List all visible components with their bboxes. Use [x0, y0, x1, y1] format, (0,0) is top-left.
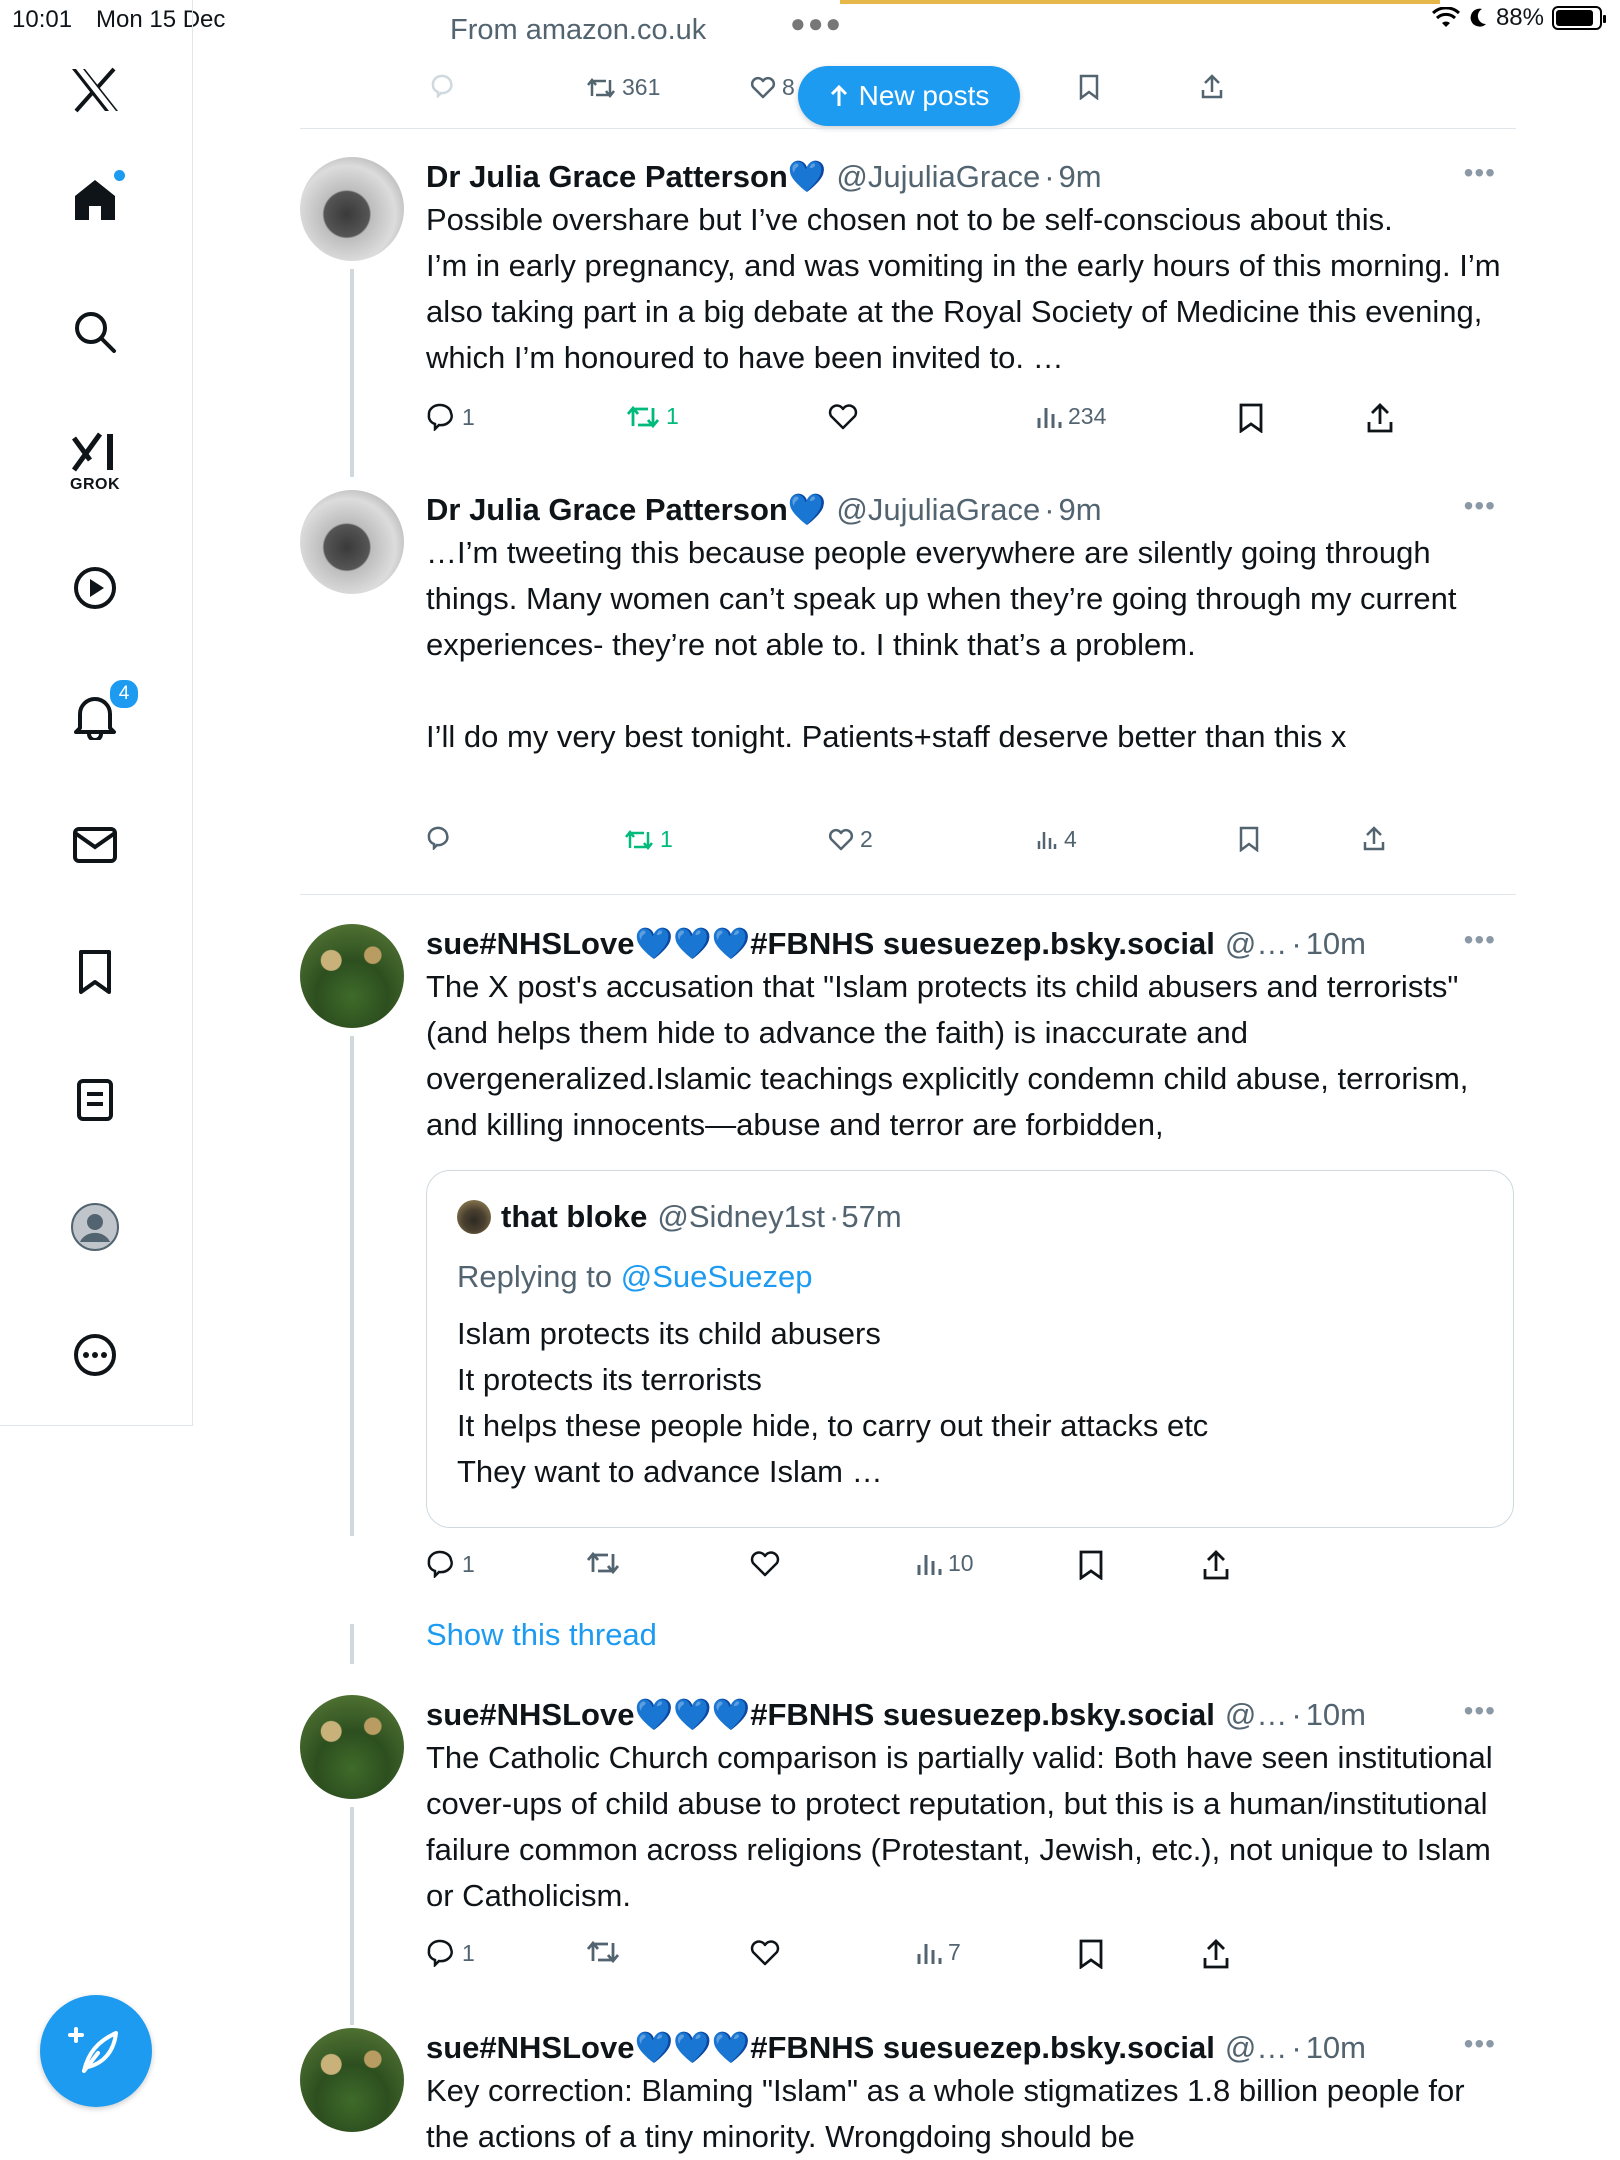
retweet-icon: [626, 404, 660, 430]
moon-icon: [1468, 7, 1488, 29]
quote-author-handle[interactable]: @Sidney1st: [657, 1199, 826, 1234]
views-icon: [916, 1940, 942, 1966]
tweet[interactable]: [300, 2028, 1516, 2160]
quote-author-name[interactable]: that bloke: [501, 1199, 648, 1234]
thread-line: [350, 1807, 354, 2025]
tweet-actions: [426, 1550, 1286, 1582]
author-name[interactable]: sue#NHSLove💙💙💙#FBNHS suesuezep.bsky.social: [426, 2030, 1215, 2065]
avatar[interactable]: [300, 2028, 404, 2132]
author-handle[interactable]: @…: [1224, 1697, 1288, 1732]
reply-count: 1: [462, 1550, 475, 1577]
home-unread-dot: [114, 170, 125, 181]
heart-icon: [750, 76, 776, 100]
avatar[interactable]: [300, 924, 404, 1028]
views-button[interactable]: [916, 1550, 974, 1577]
like-button[interactable]: [828, 403, 864, 431]
status-date: Mon 15 Dec: [96, 6, 226, 33]
reply-button[interactable]: [430, 74, 456, 98]
lists-icon[interactable]: [75, 1077, 115, 1123]
tweet-time[interactable]: 9m: [1058, 492, 1102, 527]
avatar[interactable]: [300, 157, 404, 261]
separator-dot: ·: [1291, 2030, 1302, 2065]
tweet[interactable]: [300, 490, 1516, 870]
share-icon: [1362, 826, 1386, 852]
top-accent-strip: [840, 0, 1440, 4]
share-button[interactable]: [1366, 403, 1394, 433]
tweet-header: [426, 1695, 1516, 1735]
retweet-button[interactable]: [586, 1939, 620, 1965]
views-button[interactable]: [1036, 826, 1077, 853]
heart-icon: [828, 828, 854, 852]
separator-dot: ·: [1044, 159, 1055, 194]
tweet-text: The X post's accusation that "Islam protects its child abusers and terrorists" (and helps them hide to advance the faith) is inaccurate and overgeneralized.Islamic teachings explicitly condemn child abuse, terrorism, and killing innocents—abuse and terror are forbidden,: [426, 969, 1478, 1142]
compose-post-button[interactable]: [40, 1995, 152, 2107]
show-thread-link[interactable]: Show this thread: [426, 1617, 657, 1652]
bookmark-icon: [1238, 403, 1264, 433]
reply-icon: [426, 1939, 456, 1967]
view-count: 4: [1064, 826, 1077, 852]
author-name[interactable]: sue#NHSLove💙💙💙#FBNHS suesuezep.bsky.social: [426, 926, 1215, 961]
retweet-icon: [586, 76, 616, 100]
like-count: 2: [860, 826, 873, 852]
replying-to-handle[interactable]: @SueSuezep: [620, 1259, 813, 1294]
author-name[interactable]: Dr Julia Grace Patterson💙: [426, 159, 827, 194]
author-name[interactable]: Dr Julia Grace Patterson💙: [426, 492, 827, 527]
tweet[interactable]: [300, 1695, 1516, 2025]
bookmark-button[interactable]: [1238, 403, 1264, 433]
separator-dot: ·: [829, 1199, 840, 1234]
profile-icon[interactable]: [70, 1202, 120, 1252]
bookmark-icon: [1078, 1550, 1104, 1580]
bookmark-icon: [1238, 826, 1260, 852]
tweet-header: [426, 924, 1516, 964]
divider: [300, 894, 1516, 895]
tweet-header: [426, 490, 1516, 530]
divider: [300, 128, 1516, 129]
quote-time[interactable]: 57m: [841, 1199, 902, 1234]
multitask-dots-icon[interactable]: ●●●: [790, 8, 844, 38]
tweet-text: Key correction: Blaming "Islam" as a whole stigmatizes 1.8 billion people for the actions of a tiny minority. Wrongdoing should be: [426, 2073, 1474, 2154]
reply-count: 1: [462, 403, 475, 430]
replying-prefix: Replying to: [457, 1259, 613, 1294]
separator-dot: ·: [1291, 926, 1302, 961]
retweet-button[interactable]: [624, 826, 673, 853]
reply-count: 1: [462, 1939, 475, 1966]
retweet-icon: [624, 828, 654, 852]
tweet-text: The Catholic Church comparison is partially valid: Both have seen institutional cover-ups of child abuse to protect reputation, but this is a human/institutional failure common across religions (Protestant, Jewish, etc.), not unique to Islam or Catholicism.: [426, 1740, 1502, 1913]
battery-percent: 88%: [1495, 4, 1544, 31]
thread-line: [350, 269, 354, 477]
more-options-icon[interactable]: [72, 1332, 118, 1378]
quote-avatar[interactable]: [457, 1200, 491, 1234]
views-icon: [1036, 404, 1062, 430]
retweet-icon: [586, 1550, 620, 1576]
like-button[interactable]: [750, 74, 795, 101]
thread-line: [350, 1036, 354, 1536]
reply-icon: [426, 403, 456, 431]
separator-dot: ·: [1291, 1697, 1302, 1732]
status-time: 10:01: [12, 6, 73, 33]
heart-icon: [750, 1550, 780, 1578]
home-icon[interactable]: [71, 176, 119, 224]
status-right: [1432, 4, 1602, 32]
reply-icon: [430, 74, 456, 98]
bookmarks-icon[interactable]: [75, 948, 115, 996]
reply-button[interactable]: [426, 1939, 475, 1967]
view-count: 7: [948, 1939, 961, 1965]
share-button[interactable]: [1362, 826, 1386, 852]
tweet-time[interactable]: 10m: [1305, 1697, 1366, 1732]
views-button[interactable]: [916, 1939, 961, 1966]
retweet-icon: [586, 1939, 620, 1965]
like-button[interactable]: [750, 1939, 780, 1967]
tweet-time[interactable]: 9m: [1058, 159, 1102, 194]
view-count: 10: [948, 1550, 974, 1576]
search-icon[interactable]: [72, 309, 118, 355]
share-icon: [1366, 403, 1394, 433]
author-handle[interactable]: @…: [1224, 2030, 1288, 2065]
bookmark-icon: [1078, 1939, 1104, 1969]
reply-button[interactable]: [426, 403, 475, 431]
more-icon[interactable]: •••: [1463, 924, 1496, 955]
grok-icon[interactable]: [70, 430, 120, 494]
notifications-badge: 4: [108, 678, 140, 710]
author-handle[interactable]: @JujuliaGrace: [836, 159, 1041, 194]
like-count: 8: [782, 74, 795, 100]
bookmark-icon: [1078, 74, 1100, 100]
reply-icon: [426, 1550, 456, 1578]
tweet-text: Possible overshare but I’ve chosen not to be self-conscious about this. I’m in early pregnancy, and was vomiting in the early hours of this morning. I’m also taking part in a big debate at the Royal Society of Medicine this evening, which I’m honoured to have been invited to. …: [426, 202, 1501, 375]
heart-icon: [750, 1939, 780, 1967]
arrow-up-icon: [829, 84, 849, 108]
quote-header: [457, 1199, 902, 1235]
share-button[interactable]: [1202, 1550, 1230, 1580]
retweet-button[interactable]: [586, 1550, 620, 1576]
x-logo-icon[interactable]: [70, 67, 120, 113]
views-button[interactable]: [1036, 403, 1106, 430]
separator-dot: ·: [1044, 492, 1055, 527]
quoted-tweet[interactable]: [426, 1170, 1514, 1528]
video-icon[interactable]: [72, 565, 118, 611]
messages-icon[interactable]: [72, 825, 118, 865]
bookmark-button[interactable]: [1078, 1939, 1104, 1969]
retweet-count: 1: [666, 403, 679, 429]
author-handle[interactable]: @JujuliaGrace: [836, 492, 1041, 527]
tweet-actions: [426, 403, 1426, 439]
sidebar: [0, 0, 193, 1426]
retweet-button[interactable]: [586, 74, 660, 101]
view-count: 234: [1068, 403, 1107, 429]
author-handle[interactable]: @…: [1224, 926, 1288, 961]
share-button[interactable]: [1202, 1939, 1230, 1969]
tweet-text: …I’m tweeting this because people everywhere are silently going through things. Many women can’t speak up when they’re going through my current experiences- they’re not able to. I think that’s a problem. I’ll do my very best tonight. Patients+staff deserve better than this x: [426, 535, 1457, 754]
new-posts-button[interactable]: [798, 66, 1020, 126]
bookmark-button[interactable]: [1238, 826, 1260, 852]
views-icon: [1036, 829, 1058, 851]
reply-button[interactable]: [426, 826, 458, 850]
like-button[interactable]: [750, 1550, 780, 1578]
thread-line: [350, 1624, 354, 1664]
ad-source: From amazon.co.uk: [450, 14, 707, 46]
reply-button[interactable]: [426, 1550, 475, 1578]
share-icon: [1200, 74, 1224, 100]
retweet-count: 361: [622, 74, 661, 100]
tweet[interactable]: [300, 157, 1516, 457]
more-icon[interactable]: •••: [1463, 490, 1496, 521]
tweet-header: [426, 2028, 1516, 2068]
more-icon[interactable]: •••: [1463, 157, 1496, 188]
tweet-actions: [426, 1939, 1286, 1971]
avatar[interactable]: [300, 490, 404, 594]
bookmark-button[interactable]: [1078, 1550, 1104, 1580]
reply-icon: [426, 826, 452, 850]
tweet-time[interactable]: 10m: [1305, 2030, 1366, 2065]
retweet-count: 1: [660, 826, 673, 852]
replying-to: [457, 1259, 813, 1295]
like-button[interactable]: [828, 826, 873, 853]
quote-text: Islam protects its child abusers It protects its terrorists It helps these people hide, to carry out their attacks etc They want to advance Islam …: [457, 1316, 1209, 1489]
views-icon: [916, 1551, 942, 1577]
tweet-time[interactable]: 10m: [1305, 926, 1366, 961]
retweet-button[interactable]: [626, 403, 679, 430]
notifications-icon[interactable]: [72, 683, 130, 740]
author-name[interactable]: sue#NHSLove💙💙💙#FBNHS suesuezep.bsky.social: [426, 1697, 1215, 1732]
grok-label: GROK: [70, 476, 120, 493]
new-posts-label: New posts: [858, 80, 990, 111]
share-icon: [1202, 1939, 1230, 1969]
more-icon[interactable]: •••: [1463, 2028, 1496, 2059]
compose-feather-icon: [68, 2023, 124, 2079]
avatar[interactable]: [300, 1695, 404, 1799]
wifi-icon: [1432, 7, 1460, 29]
share-button[interactable]: [1200, 74, 1224, 100]
more-icon[interactable]: •••: [1463, 1695, 1496, 1726]
tweet-actions: [426, 826, 1426, 856]
battery-icon: [1552, 6, 1602, 30]
bookmark-button[interactable]: [1078, 74, 1100, 100]
heart-icon: [828, 403, 858, 431]
share-icon: [1202, 1550, 1230, 1580]
tweet-header: [426, 157, 1516, 197]
